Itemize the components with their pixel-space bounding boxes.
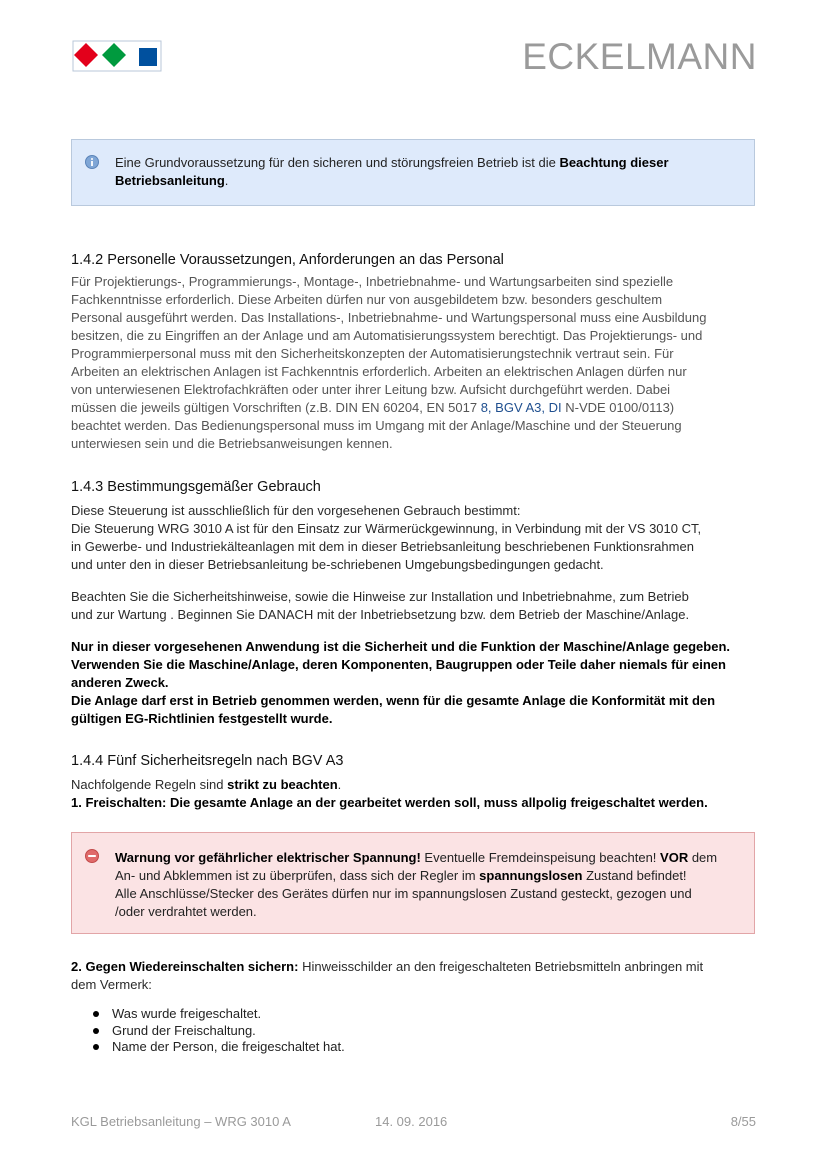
section-143-para3 <box>71 638 761 728</box>
text-line: von unterwiesenen Elektrofachkräften oder unter ihrer Leitung bzw. Aufsicht durchgeführt werden. Dabei <box>71 382 671 397</box>
text-line: Für Projektierungs-, Programmierungs-, Montage-, Inbetriebnahme- und Wartungsarbeiten sind spezielle <box>71 274 674 289</box>
bullet-icon <box>93 1044 99 1050</box>
warning-minus-icon <box>85 849 99 863</box>
text-line: in Gewerbe- und Industriekälteanlagen mit dem in dieser Betriebsanleitung beschriebenen Funktionsrahmen <box>71 539 694 554</box>
text-bold: Warnung vor gefährlicher elektrischer Spannung! <box>115 850 421 865</box>
list-item <box>93 1039 345 1056</box>
info-text-bold: Beachtung dieser Betriebsanleitung <box>115 155 669 188</box>
text-line: Die Steuerung WRG 3010 A ist für den Einsatz zur Wärmerückgewinnung, in Verbindung mit der VS 3010 CT, <box>71 521 702 536</box>
list-item-text: Name der Person, die freigeschaltet hat. <box>112 1039 345 1054</box>
text-line <box>71 958 761 976</box>
text-line: Personal ausgeführt werden. Das Installations-, Inbetriebnahme- und Wartungspersonal muss eine Ausbildung <box>71 310 707 325</box>
footer-doc-title: KGL Betriebsanleitung – WRG 3010 A <box>71 1114 291 1129</box>
rule-1: 1. Freischalten: Die gesamte Anlage an der gearbeitet werden soll, muss allpolig freigeschaltet werden. <box>71 795 708 810</box>
section-143-para2 <box>71 588 761 624</box>
text-line: gültigen EG-Richtlinien festgestellt wurde. <box>71 711 333 726</box>
eckelmann-logo <box>72 40 162 72</box>
warning-line-3: Alle Anschlüsse/Stecker des Gerätes dürfen nur im spannungslosen Zustand gesteckt, gezogen und <box>115 886 692 901</box>
footer-date: 14. 09. 2016 <box>375 1114 448 1129</box>
text-line: Arbeiten an elektrischen Anlagen ist Fachkenntnis erforderlich. Arbeiten an elektrischen Anlagen dürfen nur <box>71 364 687 379</box>
warning-line-2 <box>115 867 734 885</box>
bullet-icon <box>93 1011 99 1017</box>
text-line: beachtet werden. Das Bedienungspersonal muss im Umgang mit der Anlage/Maschine und der Steuerung <box>71 418 682 433</box>
text-line: Diese Steuerung ist ausschließlich für den vorgesehenen Gebrauch bestimmt: <box>71 503 521 518</box>
rule-2 <box>71 958 761 994</box>
section-142-body <box>71 273 761 453</box>
text-span: dem <box>688 850 718 865</box>
text-line <box>71 776 761 794</box>
text-line: dem Vermerk: <box>71 977 152 992</box>
text-span: Zustand befindet! <box>582 868 687 883</box>
info-icon <box>85 155 99 169</box>
text-line: anderen Zweck. <box>71 675 169 690</box>
text-line: Verwenden Sie die Maschine/Anlage, deren Komponenten, Baugruppen oder Teile daher niemals für einen <box>71 657 726 672</box>
list-item-text: Grund der Freischaltung. <box>112 1022 256 1038</box>
text-line <box>71 399 761 417</box>
text-line: Nur in dieser vorgesehenen Anwendung ist die Sicherheit und die Funktion der Maschine/Anlage gegeben. <box>71 639 731 654</box>
footer-page-number: 8/55 <box>730 1114 756 1129</box>
text-bold: spannungslosen <box>479 868 583 883</box>
text-line: Beachten Sie die Sicherheitshinweise, sowie die Hinweise zur Installation und Inbetriebnahme, zum Betrieb <box>71 589 689 604</box>
info-text: Eine Grundvoraussetzung für den sicheren und störungsfreien Betrieb ist die <box>115 155 560 170</box>
text-bold: strikt zu beachten <box>227 777 338 792</box>
warning-line-4: /oder verdrahtet werden. <box>115 904 257 919</box>
list-item <box>93 1023 345 1040</box>
text-span: müssen die jeweils gültigen Vorschriften (z.B. DIN EN 60204, EN 5017 <box>71 400 481 415</box>
text-line: besitzen, die zu Eingriffen an der Anlage und am Automatisierungssystem berechtigt. Das Projektierungs- und <box>71 328 703 343</box>
text-line: und unter den in dieser Betriebsanleitung be-schriebenen Umgebungsbedingungen gedacht. <box>71 557 604 572</box>
text-line: unterwiesen sein und die Betriebsanweisungen kennen. <box>71 436 393 451</box>
standards-link[interactable]: 8, BGV A3, DI <box>480 400 562 415</box>
text-span: . <box>337 777 342 792</box>
warning-line-1 <box>115 849 734 867</box>
text-span: Nachfolgende Regeln sind <box>71 777 228 792</box>
bullet-list <box>93 1006 345 1056</box>
section-144-title: 1.4.4 Fünf Sicherheitsregeln nach BGV A3 <box>71 753 344 769</box>
bullet-icon <box>93 1028 99 1034</box>
list-item-text: Was wurde freigeschaltet. <box>112 1006 262 1021</box>
info-text-end: . <box>224 173 229 188</box>
brand-wordmark: ECKELMANN <box>522 36 757 77</box>
section-143-title: 1.4.3 Bestimmungsgemäßer Gebrauch <box>71 479 321 495</box>
text-span: Hinweisschilder an den freigeschalteten Betriebsmitteln anbringen mit <box>298 959 704 974</box>
text-span: An- und Abklemmen ist zu überprüfen, dass sich der Regler im <box>115 868 480 883</box>
text-span: N-VDE 0100/0113) <box>561 400 675 415</box>
text-line: Fachkenntnisse erforderlich. Diese Arbeiten dürfen nur von ausgebildetem bzw. besonders geschultem <box>71 292 663 307</box>
text-line: und zur Wartung . Beginnen Sie DANACH mit der Inbetriebsetzung bzw. dem Betrieb der Maschine/Anlage. <box>71 607 690 622</box>
text-span: Eventuelle Fremdeinspeisung beachten! <box>420 850 661 865</box>
text-line: Programmierpersonal muss mit den Sicherheitskonzepten der Automatisierungstechnik vertraut sein. Für <box>71 346 674 361</box>
section-144-intro <box>71 776 761 812</box>
list-item <box>93 1006 345 1023</box>
warning-box <box>71 832 755 934</box>
section-142-title: 1.4.2 Personelle Voraussetzungen, Anforderungen an das Personal <box>71 252 504 268</box>
text-bold: VOR <box>660 850 689 865</box>
section-143-para1 <box>71 502 761 574</box>
text-bold: 2. Gegen Wiedereinschalten sichern: <box>71 959 299 974</box>
info-box <box>71 139 755 206</box>
text-line: Die Anlage darf erst in Betrieb genommen werden, wenn für die gesamte Anlage die Konformität mit den <box>71 693 716 708</box>
